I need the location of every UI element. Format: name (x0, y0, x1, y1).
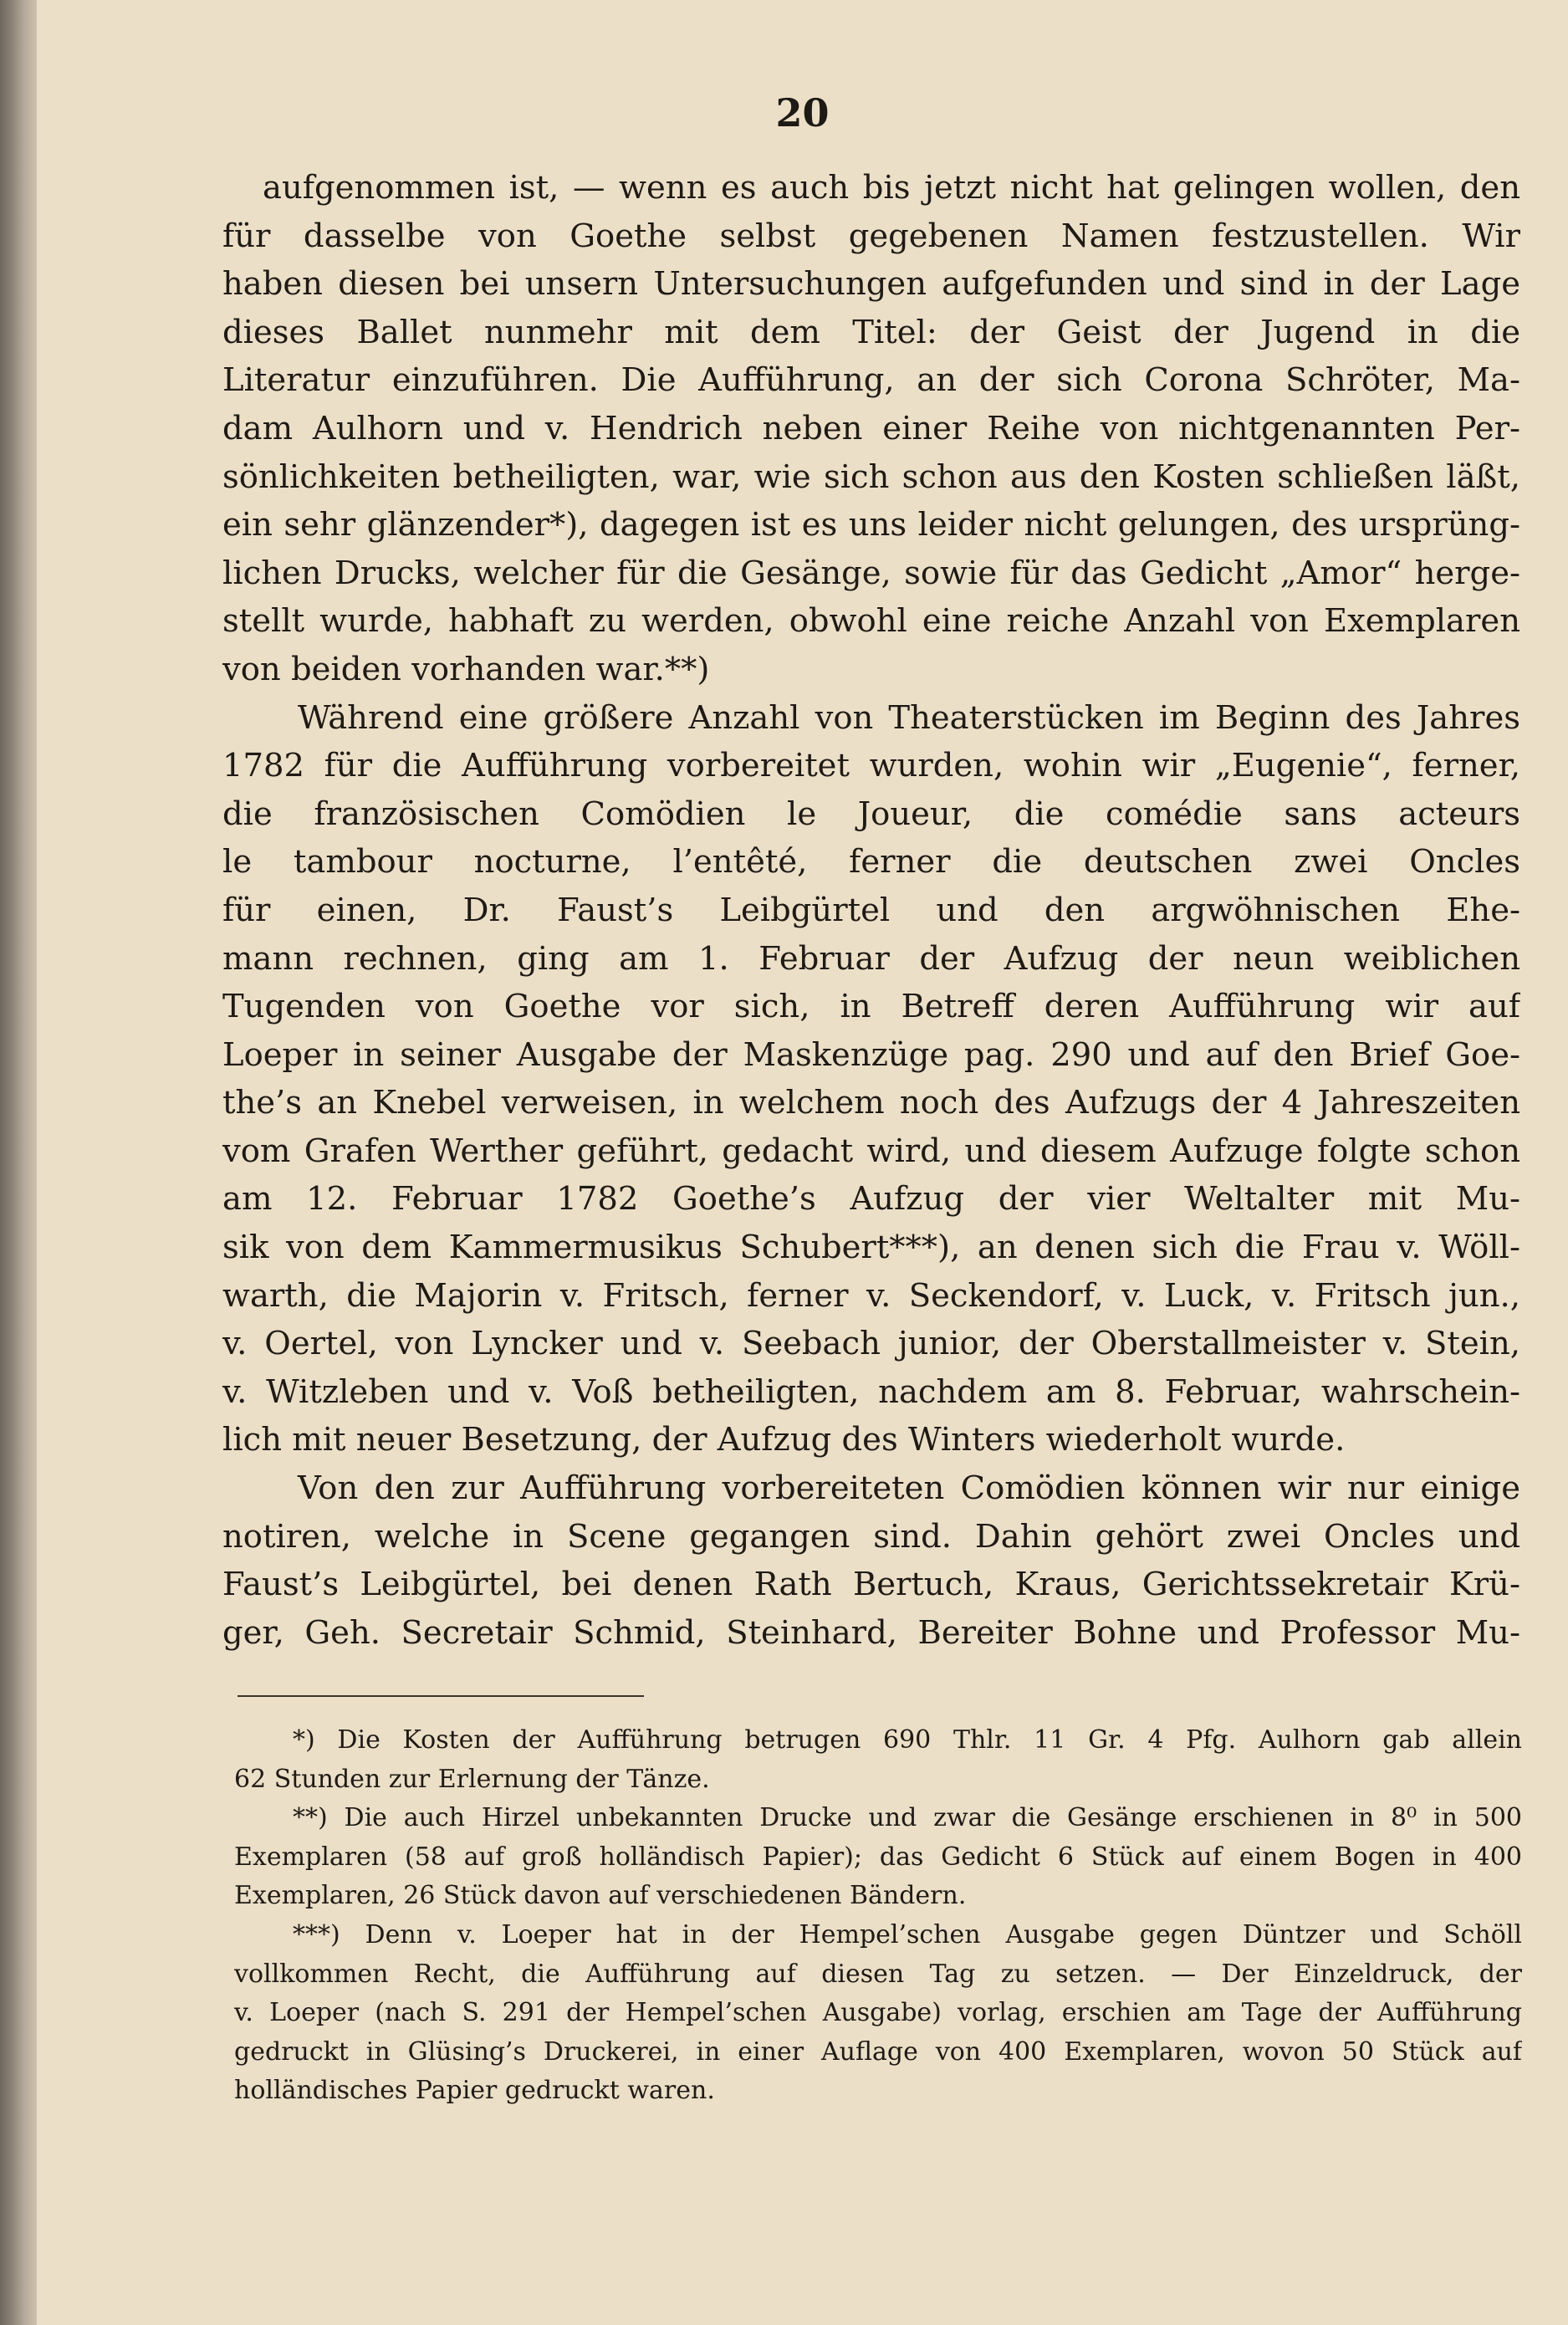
footnote-line: ***) Denn v. Loeper hat in der Hempel’schen Ausgabe gegen Düntzer und Schöll (293, 1919, 1522, 1949)
text-line: warth, die Majorin v. Fritsch, ferner v. Seckendorf, v. Luck, v. Fritsch jun., (222, 1276, 1520, 1315)
text-line: Faust’s Leibgürtel, bei denen Rath Bertuch, Kraus, Gerichtssekretair Krü- (222, 1566, 1520, 1604)
footnote-line: Exemplaren, 26 Stück davon auf verschiedenen Bändern. (234, 1881, 967, 1911)
text-line: sönlichkeiten betheiligten, war, wie sich schon aus den Kosten schließen läßt, (222, 457, 1520, 496)
text-line: v. Witzleben und v. Voß betheiligten, nachdem am 8. Februar, wahrschein- (222, 1372, 1520, 1411)
footnote-line: v. Loeper (nach S. 291 der Hempel’schen Ausgabe) vorlag, erschien am Tage der Aufführung (234, 1998, 1522, 2028)
text-line: für dasselbe von Goethe selbst gegebenen Namen festzustellen. Wir (222, 217, 1520, 255)
text-line: die französischen Comödien le Joueur, die comédie sans acteurs (222, 795, 1520, 833)
footnote-line: holländisches Papier gedruckt waren. (234, 2076, 715, 2106)
text-line: the’s an Knebel verweisen, in welchem noch des Aufzugs der 4 Jahreszeiten (222, 1084, 1520, 1122)
text-line: von beiden vorhanden war.**) (222, 650, 710, 688)
text-line: Literatur einzuführen. Die Aufführung, an der sich Corona Schröter, Ma- (222, 361, 1520, 400)
text-line: dieses Ballet nunmehr mit dem Titel: der Geist der Jugend in die (222, 313, 1520, 351)
text-line: ger, Geh. Secretair Schmid, Steinhard, Bereiter Bohne und Professor Mu- (222, 1613, 1520, 1652)
text-line: ein sehr glänzender*), dagegen ist es uns leider nicht gelungen, des ursprüng- (222, 506, 1520, 544)
text-line: für einen, Dr. Faust’s Leibgürtel und den argwöhnischen Ehe- (222, 891, 1520, 929)
footnote-line: **) Die auch Hirzel unbekannten Drucke und zwar die Gesänge erschienen in 8⁰ in 500 (293, 1803, 1522, 1833)
footnote-line: *) Die Kosten der Aufführung betrugen 690 Thlr. 11 Gr. 4 Pfg. Aulhorn gab allein (293, 1725, 1522, 1755)
footnote-line: Exemplaren (58 auf groß holländisch Papier); das Gedicht 6 Stück auf einem Bogen in 400 (234, 1842, 1522, 1872)
footnote-line: 62 Stunden zur Erlernung der Tänze. (234, 1764, 710, 1794)
text-line: mann rechnen, ging am 1. Februar der Aufzug der neun weiblichen (222, 939, 1520, 978)
text-line: haben diesen bei unsern Untersuchungen aufgefunden und sind in der Lage (222, 265, 1520, 304)
text-line: vom Grafen Werther geführt, gedacht wird, und diesem Aufzuge folgte schon (222, 1132, 1520, 1170)
footnote-line: vollkommen Recht, die Aufführung auf diesen Tag zu setzen. — Der Einzeldruck, der (234, 1959, 1522, 1989)
text-line: sik von dem Kammermusikus Schubert***), an denen sich die Frau v. Wöll- (222, 1229, 1520, 1267)
text-line: dam Aulhorn und v. Hendrich neben einer Reihe von nichtgenannten Per- (222, 409, 1520, 447)
text-line: Tugenden von Goethe vor sich, in Betreff deren Aufführung wir auf (222, 988, 1520, 1026)
main-text (222, 164, 1520, 1657)
text-line: Loeper in seiner Ausgabe der Maskenzüge pag. 290 und auf den Brief Goe- (222, 1035, 1520, 1074)
page-number: 20 (775, 90, 830, 135)
text-line: aufgenommen ist, — wenn es auch bis jetzt nicht hat gelingen wollen, den (263, 169, 1520, 207)
text-line: v. Oertel, von Lyncker und v. Seebach junior, der Oberstallmeister v. Stein, (222, 1325, 1520, 1363)
text-line: lich mit neuer Besetzung, der Aufzug des Winters wiederholt wurde. (222, 1421, 1346, 1459)
footnote-line: gedruckt in Glüsing’s Druckerei, in einer Auflage von 400 Exemplaren, wovon 50 Stück auf (234, 2036, 1522, 2067)
text-line: Während eine größere Anzahl von Theaterstücken im Beginn des Jahres (298, 698, 1520, 737)
text-line: notiren, welche in Scene gegangen sind. Dahin gehört zwei Oncles und (222, 1517, 1520, 1556)
text-line: am 12. Februar 1782 Goethe’s Aufzug der vier Weltalter mit Mu- (222, 1180, 1520, 1219)
footnotes (234, 1721, 1522, 2111)
text-line: 1782 für die Aufführung vorbereitet wurden, wohin wir „Eugenie“, ferner, (222, 747, 1520, 785)
footnote-divider (237, 1695, 644, 1697)
book-page (37, 0, 1568, 2325)
text-line: le tambour nocturne, l’entêté, ferner die deutschen zwei Oncles (222, 843, 1520, 881)
text-line: stellt wurde, habhaft zu werden, obwohl eine reiche Anzahl von Exemplaren (222, 602, 1520, 641)
text-line: Von den zur Aufführung vorbereiteten Comödien können wir nur einige (298, 1469, 1520, 1508)
text-line: lichen Drucks, welcher für die Gesänge, sowie für das Gedicht „Amor“ herge- (222, 554, 1520, 592)
